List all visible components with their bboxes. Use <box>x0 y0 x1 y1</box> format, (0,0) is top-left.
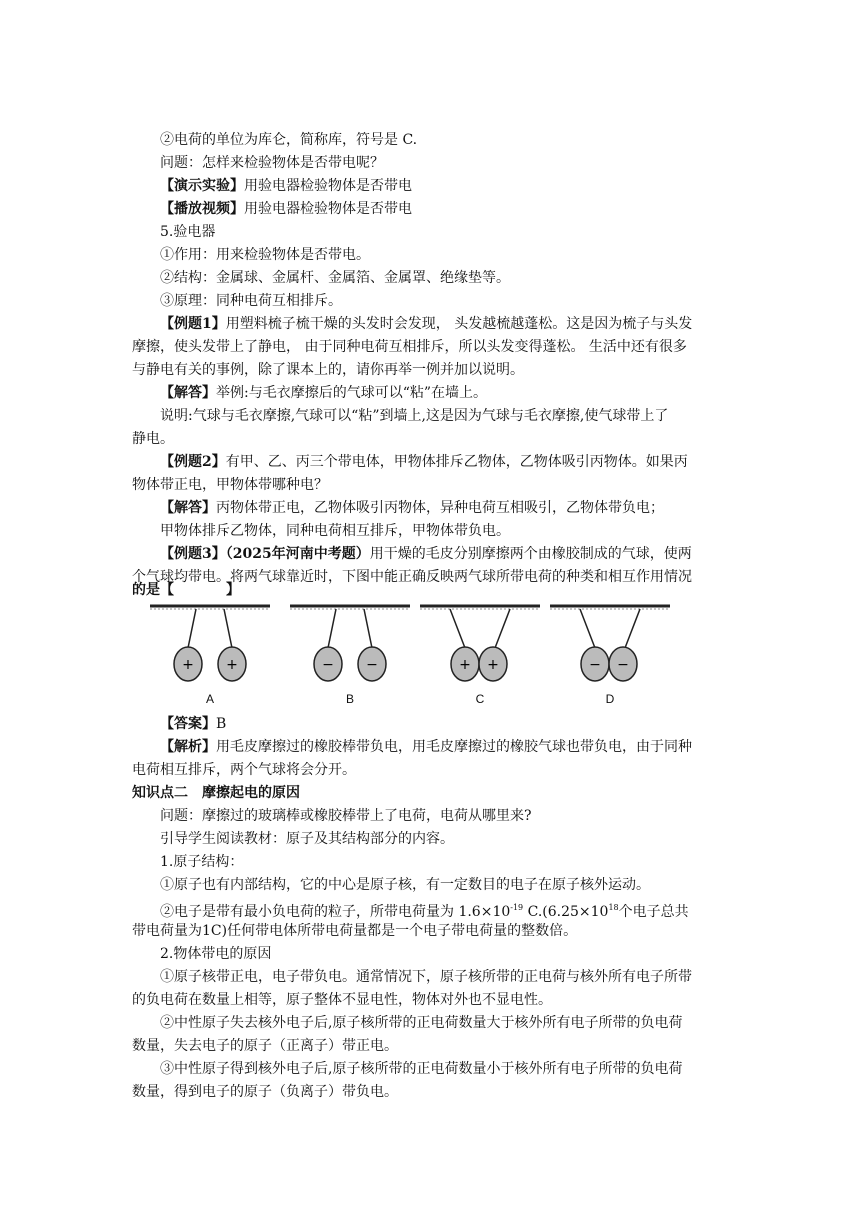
demo-text: 用验电器检验物体是否带电 <box>244 178 412 194</box>
text-line: 静电。 <box>132 431 174 447</box>
answer-1-tag: 【解答】 <box>160 385 216 401</box>
example-1-line: 【例题1】用塑料梳子梳干燥的头发时会发现， 头发越梳越蓬松。这是因为梳子与头发 <box>160 316 693 332</box>
demo-line <box>160 176 412 196</box>
text-line: ②结构：金属球、金属杆、金属箔、金属罩、绝缘垫等。 <box>160 270 510 286</box>
example-3-source: （2025年河南中考题） <box>225 546 370 562</box>
text-line: ①原子核带正电，电子带负电。通常情况下，原子核所带的正电荷与核外所有电子所带 <box>160 969 692 985</box>
answer-blank-line: 的是【 】 <box>132 582 240 598</box>
answer-2-tag: 【解答】 <box>160 500 216 516</box>
figure-panel-b <box>290 600 410 710</box>
video-text: 用验电器检验物体是否带电 <box>244 201 412 217</box>
charge-symbol: + <box>487 657 499 673</box>
figure-panel-a <box>150 600 270 710</box>
answer-2-line: 【解答】丙物体带正电，乙物体吸引丙物体，异种电荷互相吸引，乙物体带负电； <box>160 500 664 516</box>
text-line: 物体带正电，甲物体带哪种电？ <box>132 477 328 493</box>
text-line: ②电荷的单位为库仑，简称库，符号是 C. <box>160 132 418 148</box>
text-line: 甲物体排斥乙物体，同种电荷相互排斥，甲物体带负电。 <box>160 523 510 539</box>
text-line: 的负电荷在数量上相等，原子整体不显电性，物体对外也不显电性。 <box>132 992 552 1008</box>
text-line: 与静电有关的事例，除了课本上的，请你再举一例并加以说明。 <box>132 362 524 378</box>
knowledge-point-heading: 知识点二 摩擦起电的原因 <box>132 785 300 801</box>
example-3-line: 【例题3】（2025年河南中考题）用干燥的毛皮分别摩擦两个由橡胶制成的气球，使两 <box>160 546 692 562</box>
figure-label: B <box>345 692 354 706</box>
figure-panel-c <box>420 600 540 710</box>
charge-symbol: − <box>366 657 378 673</box>
text-line: 数量，失去电子的原子（正离子）带正电。 <box>132 1038 398 1054</box>
analysis-tag: 【解析】 <box>160 739 216 755</box>
charge-symbol: + <box>459 657 471 673</box>
text-line: 引导学生阅读教材：原子及其结构部分的内容。 <box>160 831 454 847</box>
text-line: 电荷相互排斥，两个气球将会分开。 <box>132 762 356 778</box>
text-line: ③原理：同种电荷互相排斥。 <box>160 293 342 309</box>
charge-symbol: − <box>322 657 334 673</box>
example-2-line: 【例题2】有甲、乙、丙三个带电体，甲物体排斥乙物体，乙物体吸引丙物体。如果丙 <box>160 454 688 470</box>
section-heading: 5.验电器 <box>160 224 216 240</box>
text-line: ②电子是带有最小负电荷的粒子，所带电荷量为 $1.6\times 10^{-19}$ $C.(6.25\times 10^{18}$个电子总共 <box>160 903 689 920</box>
figure-label: D <box>605 692 615 706</box>
text-line: 带电荷量为1C)任何带电体所带电荷量都是一个电子带电荷量的整数倍。 <box>132 923 578 939</box>
answer-3-tag: 【答案】 <box>160 716 216 732</box>
charge-symbol: − <box>589 657 601 673</box>
question-line: 问题：怎样来检验物体是否带电呢？ <box>160 155 384 171</box>
answer-3-line: 【答案】B <box>160 716 227 732</box>
video-line <box>160 199 412 219</box>
demo-tag: 【演示实验】 <box>160 178 244 194</box>
charge-symbol: + <box>226 657 238 673</box>
answer-1-line: 【解答】举例:与毛衣摩擦后的气球可以“粘”在墙上。 <box>160 385 488 401</box>
charge-symbol: + <box>182 657 194 673</box>
example-2-tag: 【例题2】 <box>160 454 226 470</box>
text-line: ②中性原子失去核外电子后,原子核所带的正电荷数量大于核外所有电子所带的负电荷 <box>160 1015 683 1031</box>
text-line: ①原子也有内部结构，它的中心是原子核，有一定数目的电子在原子核外运动。 <box>160 877 650 893</box>
text-line: 数量，得到电子的原子（负离子）带负电。 <box>132 1084 398 1100</box>
figure-panel-d <box>550 600 670 710</box>
video-tag: 【播放视频】 <box>160 201 244 217</box>
text-line: 摩擦，使头发带上了静电， 由于同种电荷互相排斥，所以头发变得蓬松。 生活中还有很多 <box>132 339 687 355</box>
text-line: ①作用：用来检验物体是否带电。 <box>160 247 370 263</box>
example-1-tag: 【例题1】 <box>160 316 226 332</box>
analysis-line: 【解析】用毛皮摩擦过的橡胶棒带负电，用毛皮摩擦过的橡胶气球也带负电，由于同种 <box>160 739 692 755</box>
charge-symbol: − <box>617 657 629 673</box>
example-3-tag: 【例题3】 <box>160 546 226 562</box>
balloon-figure <box>150 600 690 710</box>
section-heading: 1.原子结构： <box>160 854 244 870</box>
text-line: ③中性原子得到核外电子后,原子核所带的正电荷数量小于核外所有电子所带的负电荷 <box>160 1061 683 1077</box>
section-heading: 2.物体带电的原因 <box>160 946 272 962</box>
figure-label: C <box>475 692 485 706</box>
text-line: 个气球均带电。将两气球靠近时，下图中能正确反映两气球所带电荷的种类和相互作用情况 <box>132 569 692 585</box>
figure-label: A <box>205 692 214 706</box>
question-line: 问题：摩擦过的玻璃棒或橡胶棒带上了电荷，电荷从哪里来? <box>160 808 532 824</box>
text-line: 说明:气球与毛衣摩擦,气球可以“粘”到墙上,这是因为气球与毛衣摩擦,使气球带上了 <box>160 408 669 424</box>
